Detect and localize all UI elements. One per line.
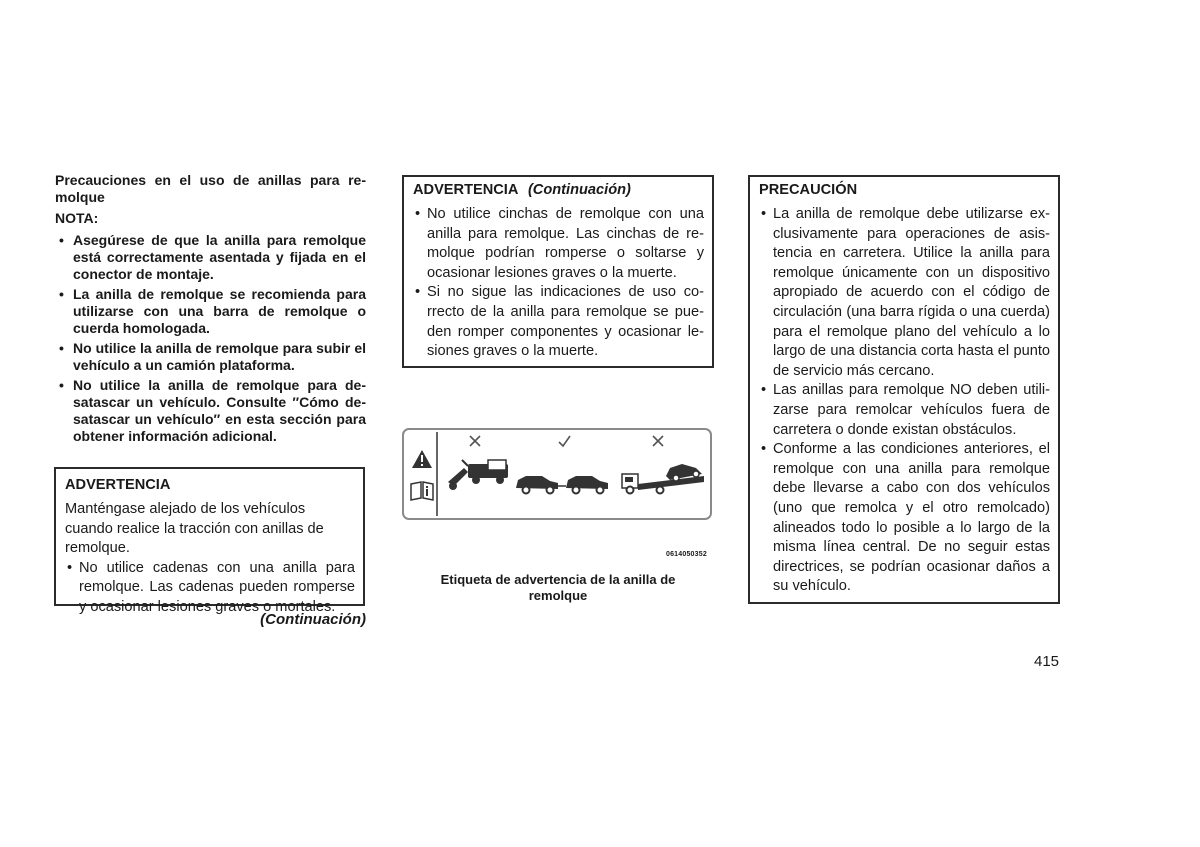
nota-list xyxy=(55,232,366,445)
warning-text: Manténgase alejado de los vehículos cuando realice la tracción con anillas de remolque. xyxy=(65,501,324,557)
caution-list xyxy=(759,205,1050,597)
list-item: • Conforme a las condiciones anteriores, el remolque con una anilla para remolque debe llevarse a cabo con dos vehículos (uno que remolca y el otro remolcado) alineados todo lo posible a lo largo de la misma línea central. De no seguir estas directrices, se podrían ocasionar daños a su vehículo. xyxy=(759,440,1050,597)
check-mark-icon xyxy=(559,436,570,446)
warning-list xyxy=(65,559,355,618)
warning-label-drawing xyxy=(404,430,710,518)
figure-caption: Etiqueta de advertencia de la anilla de remolque xyxy=(440,572,676,603)
cross-mark-icon xyxy=(470,436,480,446)
list-item: • La anilla de remolque debe utilizarse ex-clusivamente para operaciones de asis-tencia en carretera. Utilice la anilla para remolque únicamente con un dispositivo apropiado de acuerdo con el código de circulación (una barra rígida o una cuerda) para el remolque plano del vehículo a lo largo de una distancia corta hasta el punto de servicio más cercano. xyxy=(759,205,1050,381)
warning-box-middle xyxy=(402,175,714,368)
caution-title: PRECAUCIÓN xyxy=(759,182,858,198)
flatbed-truck-icon xyxy=(622,464,704,494)
list-item: • Las anillas para remolque NO deben utili-zarse para remolcar vehículos fuera de carretera o donde existan obstáculos. xyxy=(759,381,1050,440)
warning-box-left xyxy=(54,467,365,615)
warning-triangle-icon xyxy=(412,450,432,468)
warning-title xyxy=(413,181,704,199)
warning-title-text: ADVERTENCIA xyxy=(413,182,518,198)
section-heading: Precauciones en el uso de anillas para re-molque xyxy=(55,172,366,205)
caution-box xyxy=(748,175,1060,604)
list-item: • La anilla de remolque se recomienda para utilizarse con una barra de remolque o cuerda homologada. xyxy=(55,286,366,337)
warning-title: ADVERTENCIA xyxy=(65,477,171,493)
list-item: • No utilice la anilla de remolque para de-satascar un vehículo. Consulte ″Cómo de-satascar un vehículo″ en esta sección para obtener información adicional. xyxy=(55,377,366,445)
figure-code: 0614050352 xyxy=(666,551,707,558)
list-item: • No utilice cadenas con una anilla para remolque. Las cadenas pueden romperse y ocasionar lesiones graves o mortales. xyxy=(65,559,355,618)
warning-label-illustration xyxy=(402,428,712,520)
list-item: • No utilice cinchas de remolque con una anilla para remolque. Las cinchas de re-molque podrían romperse o soltarse y ocasionar lesiones graves o la muerte. xyxy=(413,205,704,283)
warning-title-continuation: (Continuación) xyxy=(527,182,631,198)
flat-towing-cars-icon xyxy=(516,476,608,494)
list-item: • Asegúrese de que la anilla para remolque está correctamente asentada y fijada en el conector de montaje. xyxy=(55,232,366,283)
owners-manual-icon xyxy=(411,482,433,500)
nota-label: NOTA: xyxy=(55,210,99,226)
cross-mark-icon xyxy=(653,436,663,446)
list-item: • Si no sigue las indicaciones de uso co-rrecto de la anilla para remolque se pue-den romper componentes y ocasionar le-siones graves o la muerte. xyxy=(413,283,704,361)
continuation-label: (Continuación) xyxy=(260,611,366,628)
left-column xyxy=(55,172,366,445)
warning-list xyxy=(413,205,704,362)
tow-truck-lifting-icon xyxy=(448,460,508,490)
list-item: • No utilice la anilla de remolque para subir el vehículo a un camión plataforma. xyxy=(55,340,366,374)
marks xyxy=(470,436,663,446)
page-number: 415 xyxy=(1034,653,1060,670)
